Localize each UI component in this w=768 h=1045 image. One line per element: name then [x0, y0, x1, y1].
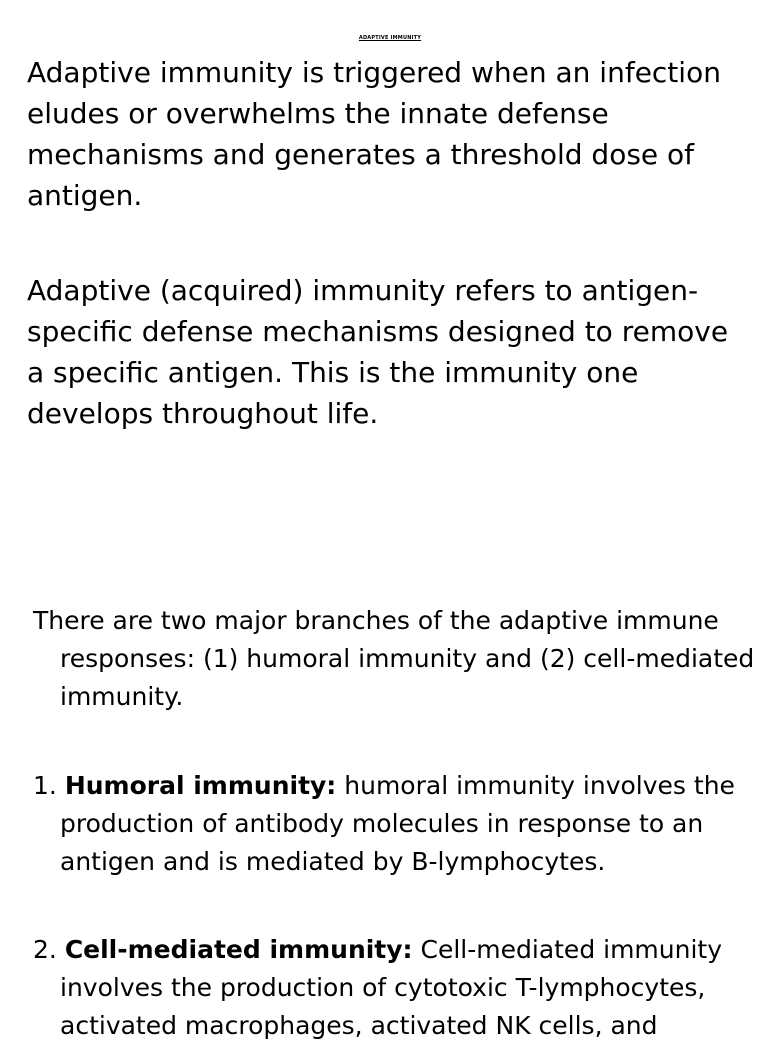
list-item-term: Humoral immunity:	[64, 771, 337, 800]
list-item-text: Cell-mediated immunity involves the production of cytotoxic T-lymphocytes, activated macrophages, activated NK cells, and	[60, 935, 723, 1040]
list-item-term: Cell-mediated immunity:	[64, 935, 413, 964]
branches-intro-paragraph: There are two major branches of the adaptive immune responses: (1) humoral immunity and (2) cell-mediated immunity.	[33, 606, 755, 711]
adaptive-immunity-trigger-paragraph: Adaptive immunity is triggered when an infection eludes or overwhelms the innate defense mechanisms and generates a threshold dose of antigen.	[27, 56, 721, 212]
list-item-humoral-immunity	[33, 767, 760, 881]
document-title: ADAPTIVE IMMUNITY	[358, 35, 422, 41]
list-item-text: humoral immunity involves the production of antibody molecules in response to an antigen and is mediated by B-lymphocytes.	[60, 771, 735, 876]
list-item-cell-mediated-immunity	[33, 931, 760, 1045]
adaptive-immunity-definition-paragraph: Adaptive (acquired) immunity refers to antigen-specific defense mechanisms designed to remove a specific antigen. This is the immunity one develops throughout life.	[27, 274, 729, 430]
list-item-number: 1.	[33, 771, 57, 800]
list-item-number: 2.	[33, 935, 57, 964]
